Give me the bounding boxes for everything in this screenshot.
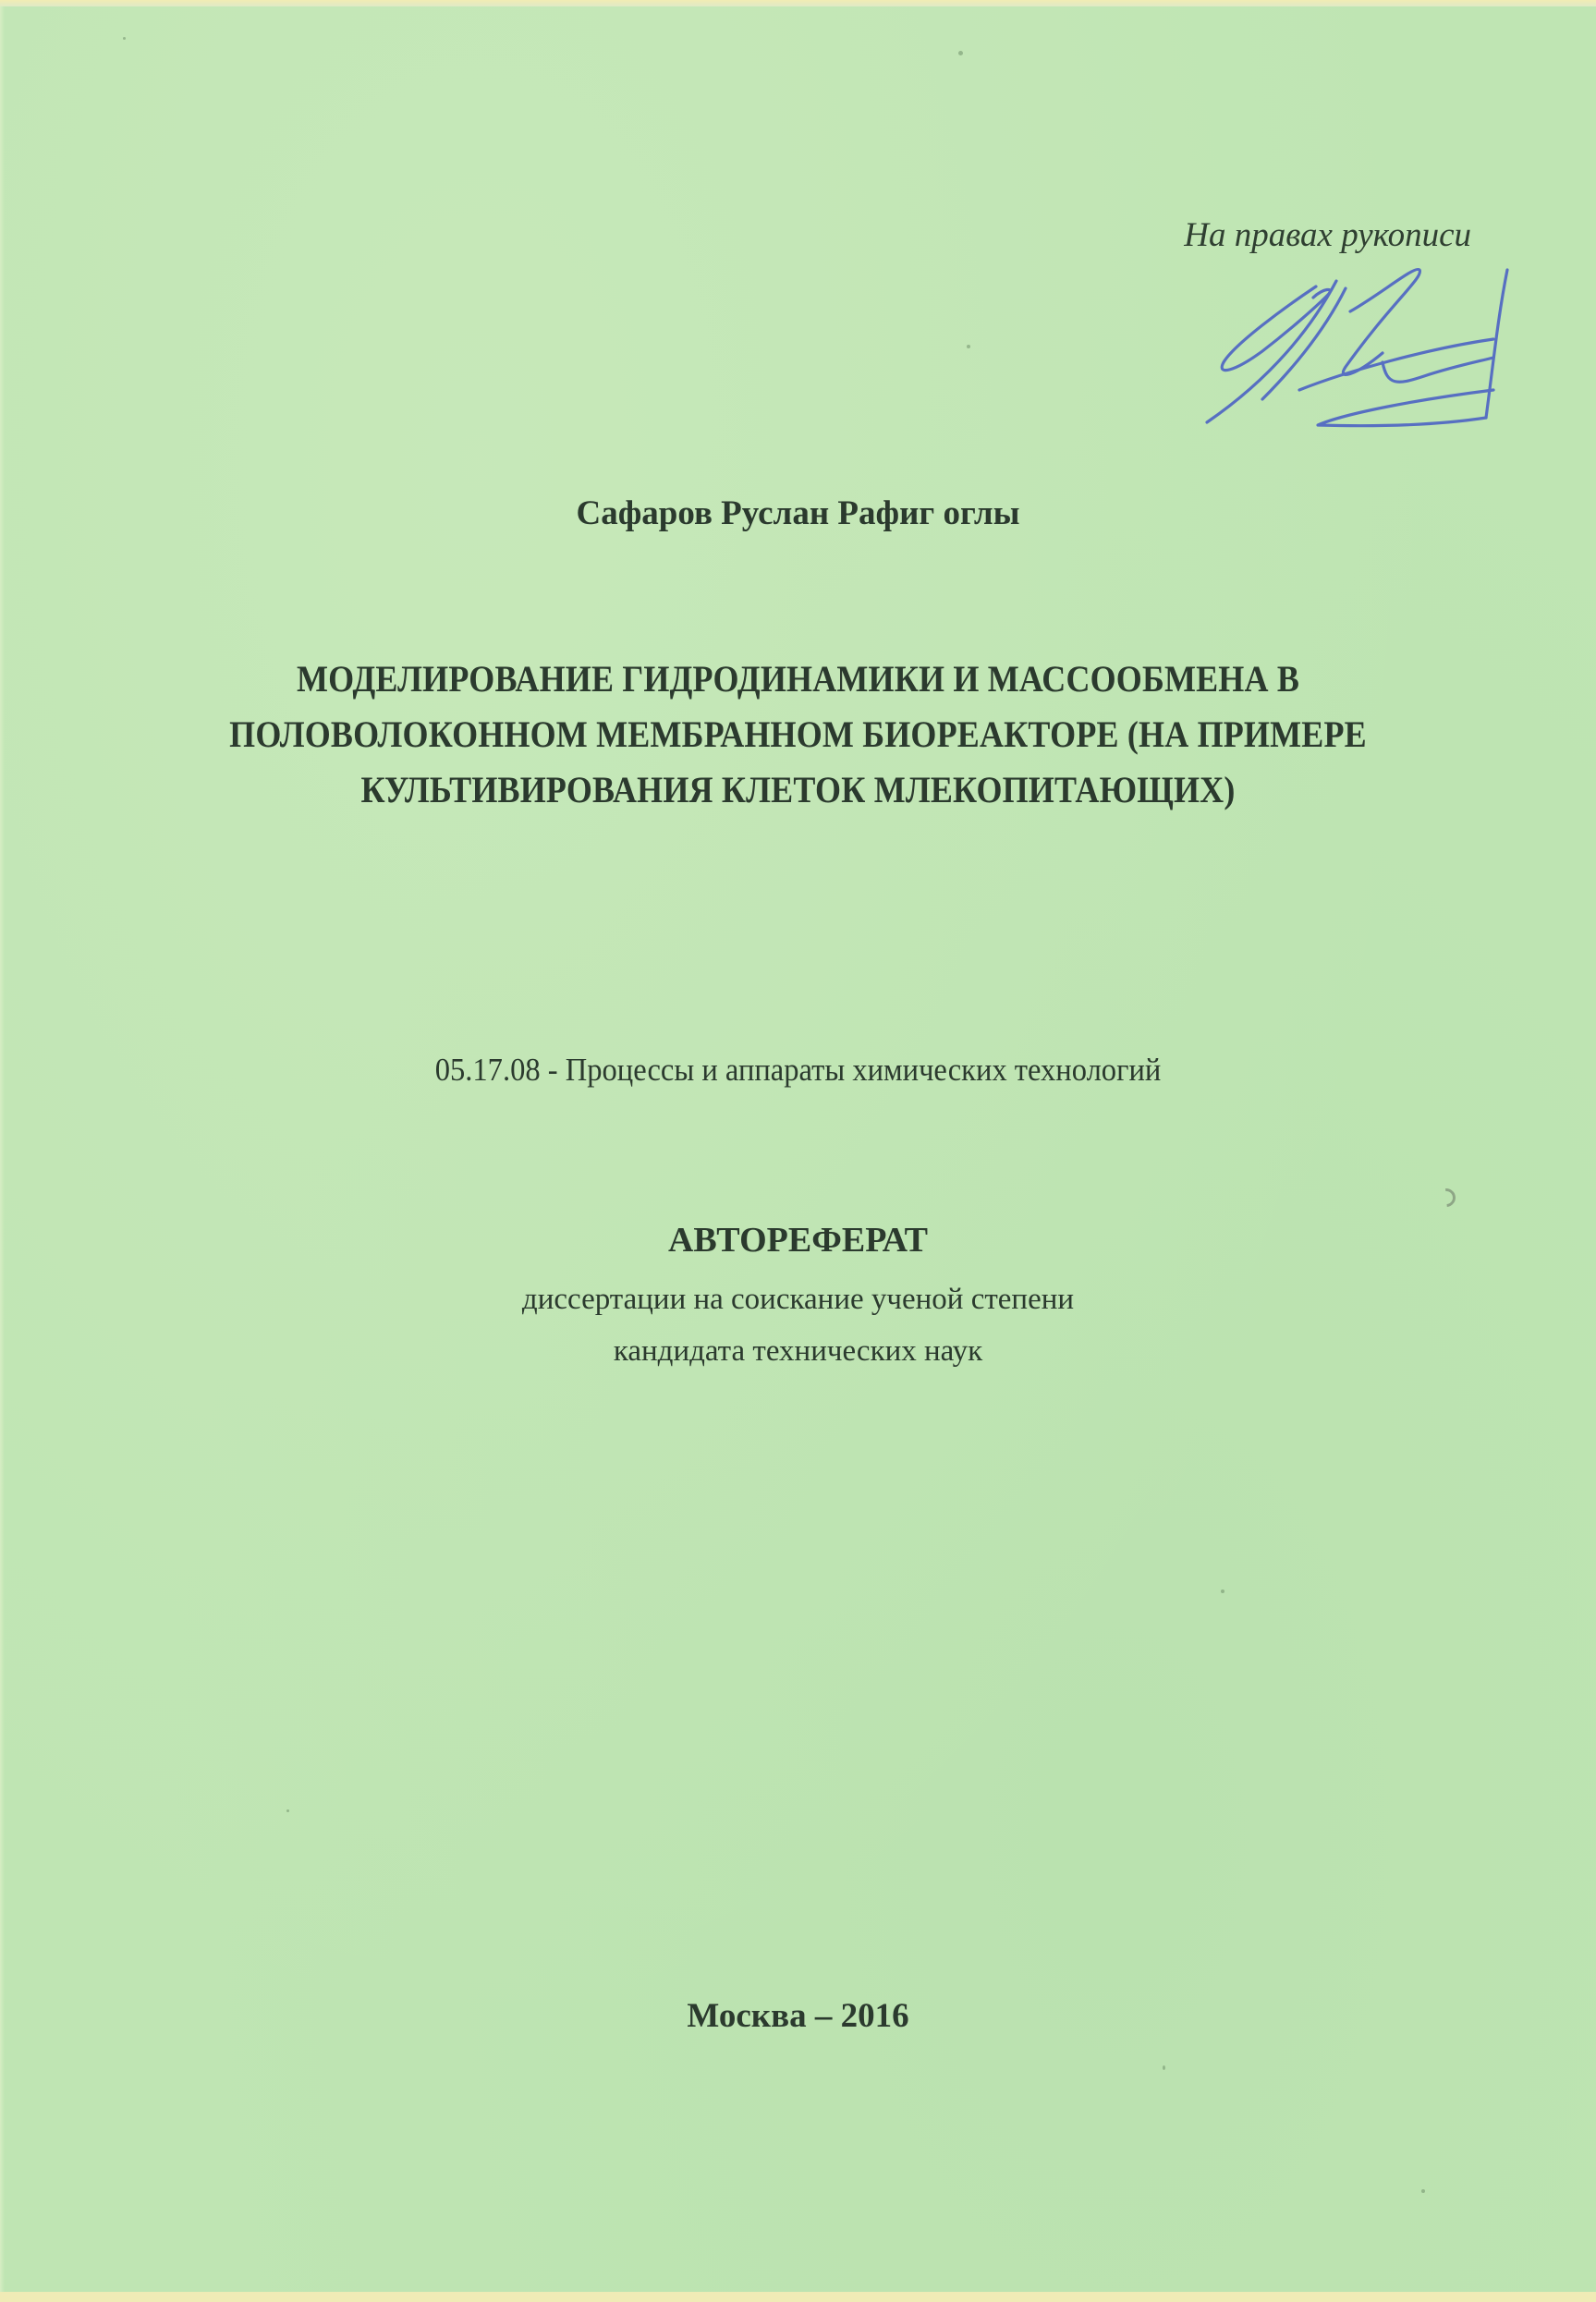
dissertation-title-line-3: КУЛЬТИВИРОВАНИЯ КЛЕТОК МЛЕКОПИТАЮЩИХ)	[360, 769, 1236, 810]
dissertation-title-line-2: ПОЛОВОЛОКОННОМ МЕМБРАННОМ БИОРЕАКТОРЕ (НА ПРИМЕРЕ	[229, 713, 1367, 755]
paper-speck	[967, 345, 970, 348]
dissertation-title-line-1: МОДЕЛИРОВАНИЕ ГИДРОДИНАМИКИ И МАССООБМЕНА В	[296, 658, 1300, 700]
paper-speck	[286, 1809, 289, 1812]
place-and-year: Москва – 2016	[687, 1997, 909, 2035]
paper-edge-bottom	[0, 2292, 1596, 2302]
paper-edge-left	[0, 6, 5, 2292]
paper-smudge	[1433, 1185, 1459, 1211]
paper-speck	[1221, 1589, 1224, 1593]
document-type-heading: АВТОРЕФЕРАТ	[667, 1221, 929, 1260]
degree-line-1: диссертации на соискание ученой степени	[521, 1283, 1075, 1316]
signature-icon	[1198, 261, 1517, 445]
copyright-note: На правах рукописи	[1184, 216, 1471, 254]
degree-line-2: кандидата технических наук	[613, 1334, 983, 1368]
paper-speck	[958, 51, 963, 55]
author-name: Сафаров Руслан Рафиг оглы	[576, 494, 1020, 532]
paper-speck	[123, 37, 126, 40]
paper-edge-top	[0, 0, 1596, 6]
paper-speck	[1163, 2065, 1165, 2070]
specialty-code: 05.17.08 - Процессы и аппараты химических технологий	[434, 1052, 1162, 1088]
paper-speck	[1421, 2189, 1425, 2193]
